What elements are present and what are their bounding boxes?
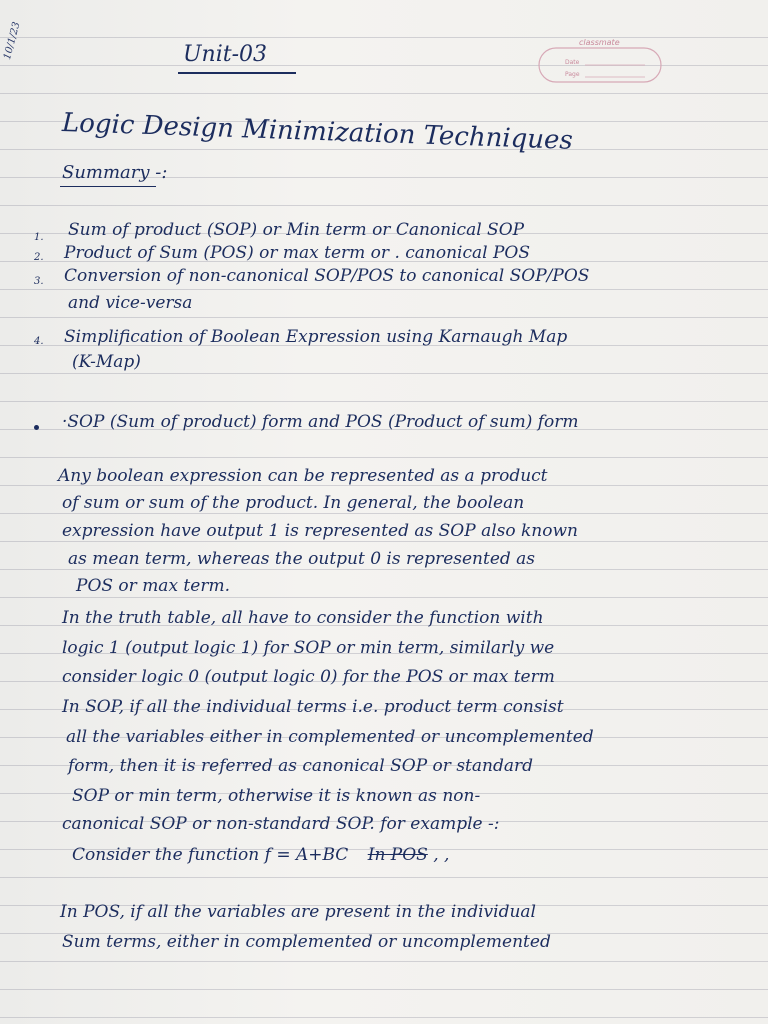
list-number: 4.	[34, 336, 44, 347]
body-line: In the truth table, all have to consider the function with	[62, 608, 544, 628]
list-item: Conversion of non-canonical SOP/POS to canonical SOP/POS	[64, 266, 590, 286]
summary-underline	[60, 186, 156, 187]
list-item: and vice-versa	[68, 293, 193, 313]
unit-underline	[178, 72, 296, 74]
body-line: In POS, if all the variables are present in the individual	[60, 902, 536, 922]
body-line: SOP or min term, otherwise it is known as non-	[72, 786, 481, 806]
body-line: POS or max term.	[76, 576, 230, 596]
example-function: Consider the function f = A+BC	[72, 845, 349, 865]
list-item: Sum of product (SOP) or Min term or Canonical SOP	[68, 220, 525, 240]
trailing-text: , ,	[433, 845, 450, 865]
body-line: canonical SOP or non-standard SOP. for example -:	[62, 814, 500, 834]
body-line: expression have output 1 is represented as SOP also known	[62, 521, 578, 541]
bullet	[34, 425, 39, 430]
page-date: 10/1/23	[2, 20, 23, 61]
unit-heading: Unit-03	[183, 42, 268, 67]
stamp-page-label: Page	[565, 71, 580, 78]
body-line: as mean term, whereas the output 0 is represented as	[68, 549, 536, 569]
list-number: 2.	[34, 252, 44, 263]
body-line: consider logic 0 (output logic 0) for the POS or max term	[62, 667, 555, 687]
body-line: form, then it is referred as canonical SOP or standard	[68, 756, 533, 776]
classmate-stamp	[535, 34, 670, 88]
example-line	[72, 845, 449, 865]
list-item: Simplification of Boolean Expression using Karnaugh Map	[64, 327, 568, 347]
body-line: In SOP, if all the individual terms i.e. product term consist	[62, 697, 564, 717]
body-line: logic 1 (output logic 1) for SOP or min term, similarly we	[62, 638, 555, 658]
list-number: 3.	[34, 276, 44, 287]
body-line: all the variables either in complemented or uncomplemented	[66, 727, 594, 747]
list-item: (K-Map)	[72, 352, 141, 372]
page-title: Logic Design Minimization Techniques	[61, 108, 574, 156]
stamp-date-label: Date	[565, 59, 580, 66]
summary-heading: Summary -:	[62, 162, 168, 183]
body-line: of sum or sum of the product. In general, the boolean	[62, 493, 525, 513]
struck-text: In POS	[367, 845, 428, 865]
list-item: Product of Sum (POS) or max term or . canonical POS	[64, 243, 530, 263]
stamp-brand: classmate	[579, 38, 620, 47]
list-number: 1.	[34, 232, 44, 243]
body-line: Any boolean expression can be represented as a product	[58, 466, 548, 486]
section-heading: ·SOP (Sum of product) form and POS (Product of sum) form	[62, 412, 579, 432]
stamp-graphic	[535, 34, 670, 88]
body-line: Sum terms, either in complemented or uncomplemented	[62, 932, 551, 952]
